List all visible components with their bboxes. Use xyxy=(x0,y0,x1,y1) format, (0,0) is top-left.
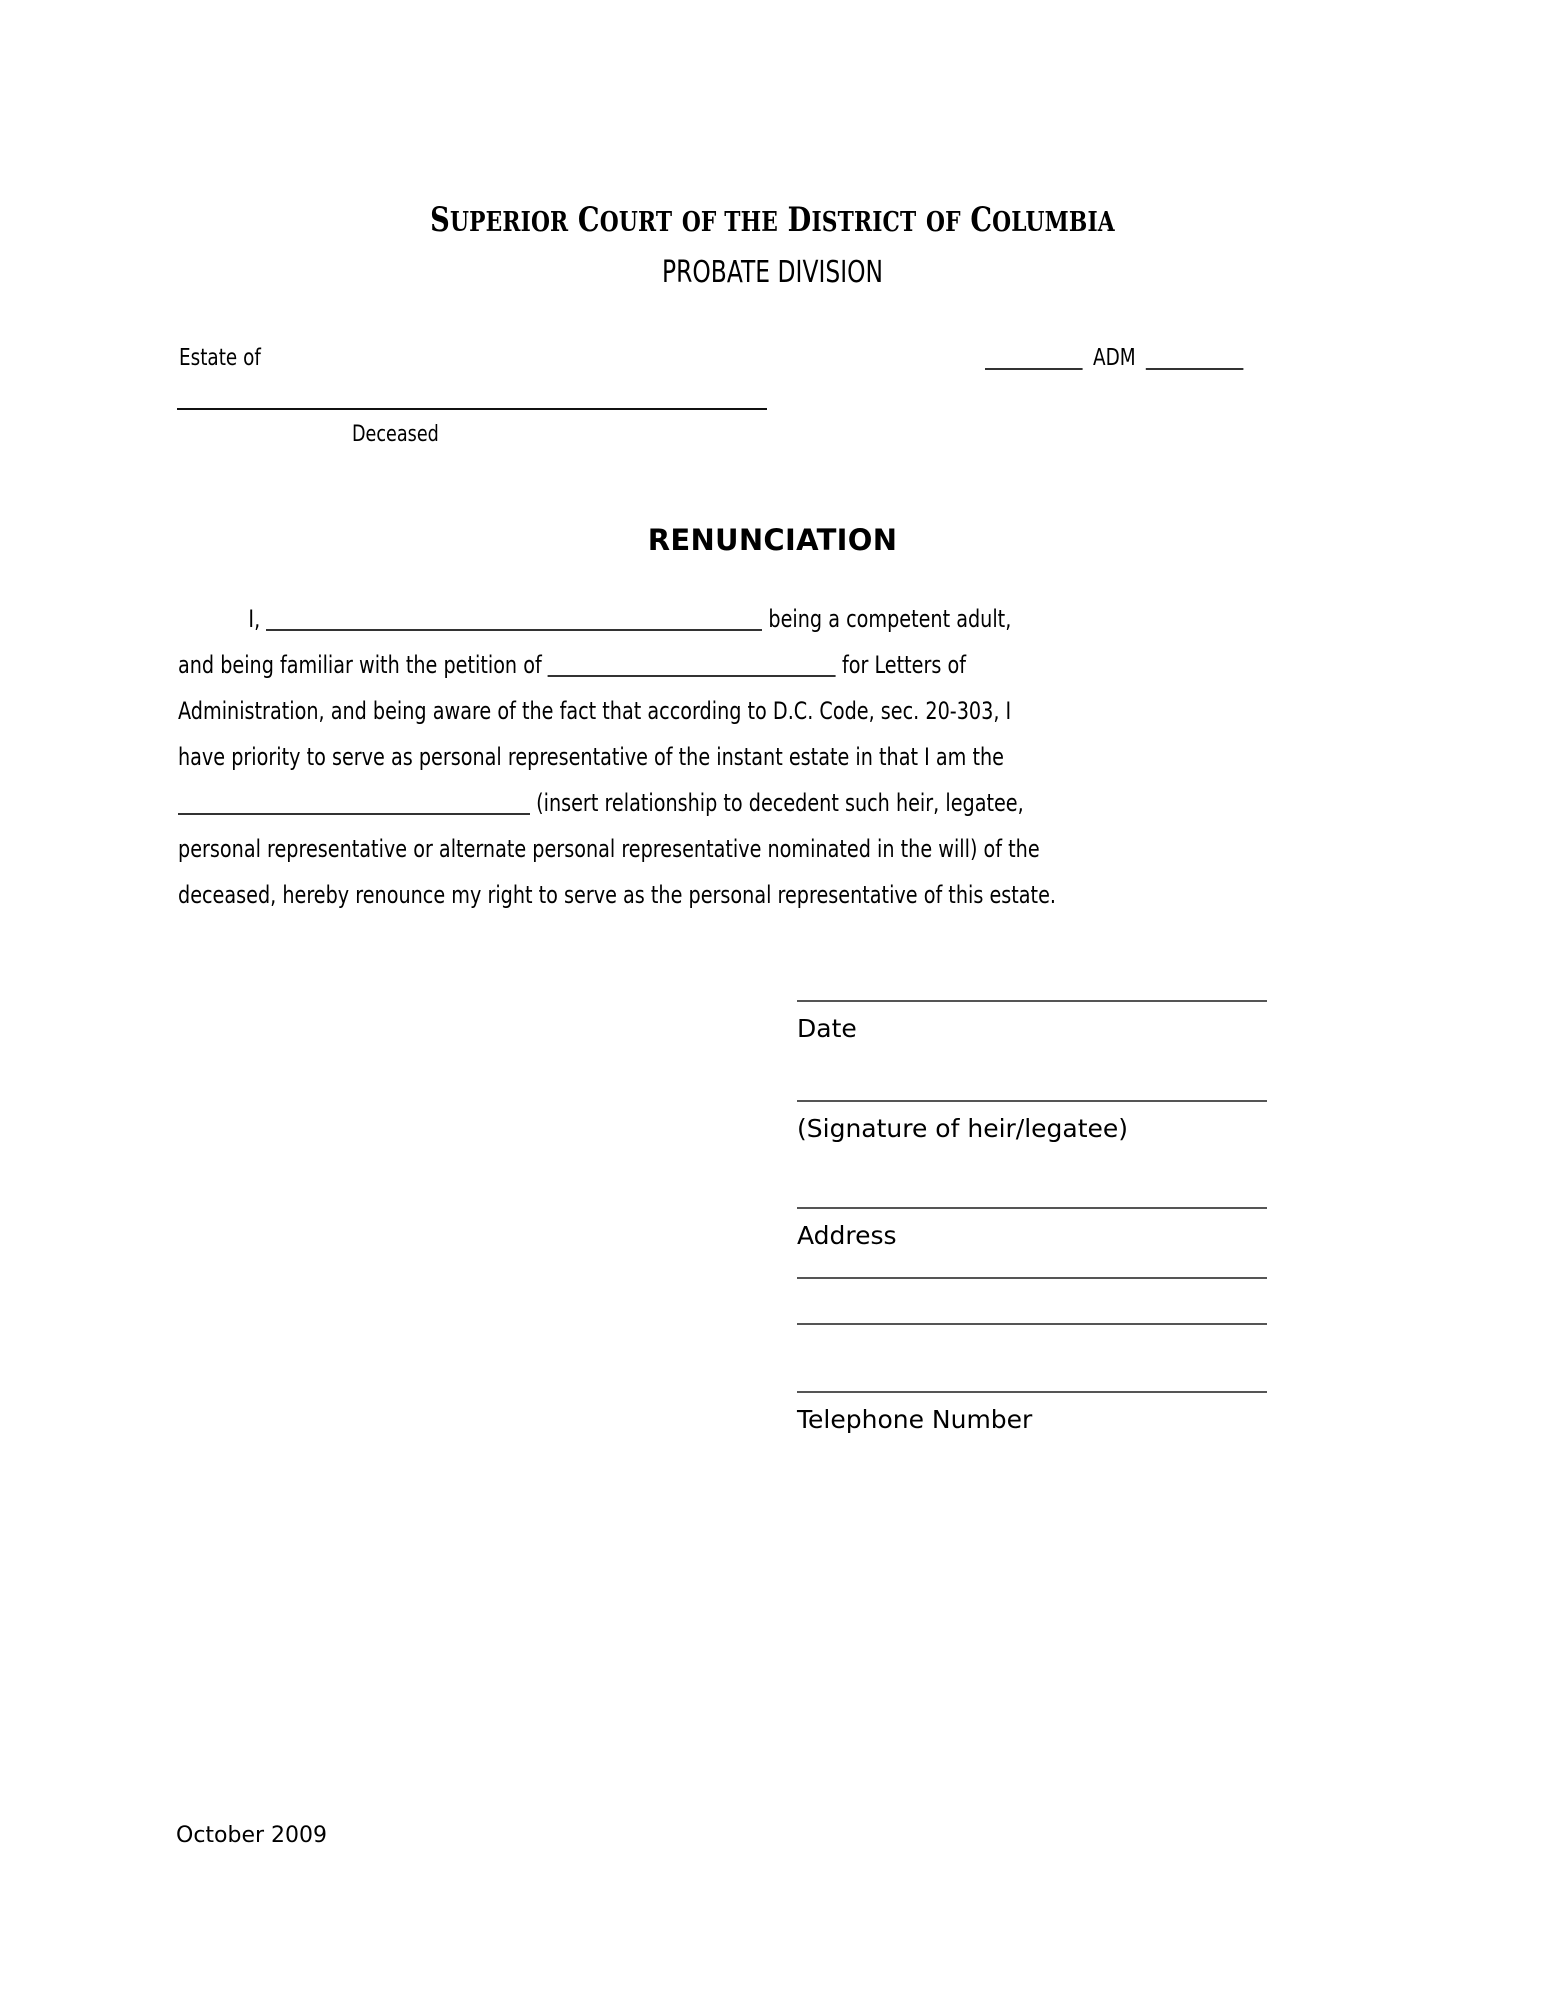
body-line-6: personal representative or alternate personal representative nominated in the will) of the xyxy=(178,835,1040,863)
body-line-2-suffix: for Letters of xyxy=(841,651,966,679)
signature-label: (Signature of heir/legatee) xyxy=(797,1114,1129,1143)
relationship-blank[interactable] xyxy=(178,787,530,815)
body-line-3: Administration, and being aware of the fact that according to D.C. Code, sec. 20-303, I xyxy=(178,697,1012,725)
telephone-label: Telephone Number xyxy=(797,1405,1033,1434)
court-title xyxy=(155,200,1391,240)
body-line-1-suffix: being a competent adult, xyxy=(768,605,1012,633)
spacer-after-signature xyxy=(797,1141,1277,1207)
signature-block xyxy=(797,1000,1277,1432)
page-title: RENUNCIATION xyxy=(647,523,898,557)
division-title: PROBATE DIVISION xyxy=(661,255,884,290)
spacer-before-telephone xyxy=(797,1325,1277,1391)
spacer-address-2 xyxy=(797,1279,1277,1323)
body-line-5 xyxy=(178,780,1354,826)
spacer-address-1 xyxy=(797,1248,1277,1277)
date-label: Date xyxy=(797,1014,857,1043)
spacer-after-date xyxy=(797,1041,1277,1100)
court-title-text: SUPERIOR COURT OF THE DISTRICT OF COLUMBIA xyxy=(430,200,1115,240)
case-number-prefix-blank[interactable] xyxy=(985,347,1083,370)
body-line-2-prefix: and being familiar with the petition of xyxy=(178,651,542,679)
decedent-name-blank[interactable] xyxy=(177,408,767,410)
address-label: Address xyxy=(797,1221,897,1250)
body-line-1 xyxy=(178,596,1354,642)
adm-label: ADM xyxy=(1093,345,1136,371)
body-line-1-prefix: I, xyxy=(248,605,261,633)
body-line-7: deceased, hereby renounce my right to serve as the personal representative of this estate. xyxy=(178,881,1056,909)
deceased-label: Deceased xyxy=(352,422,439,447)
case-number-suffix-blank[interactable] xyxy=(1146,347,1244,370)
body-line-2 xyxy=(178,642,1354,688)
case-number-row xyxy=(985,347,1244,370)
revision-date: October 2009 xyxy=(176,1823,328,1848)
estate-of-label: Estate of xyxy=(179,345,261,371)
body-line-4: have priority to serve as personal representative of the instant estate in that I am the xyxy=(178,743,1004,771)
petitioner-name-blank[interactable] xyxy=(548,649,836,677)
body-paragraph xyxy=(178,596,1358,918)
renouncer-name-blank[interactable] xyxy=(266,603,762,631)
body-line-5-suffix: (insert relationship to decedent such heir, legatee, xyxy=(536,789,1024,817)
